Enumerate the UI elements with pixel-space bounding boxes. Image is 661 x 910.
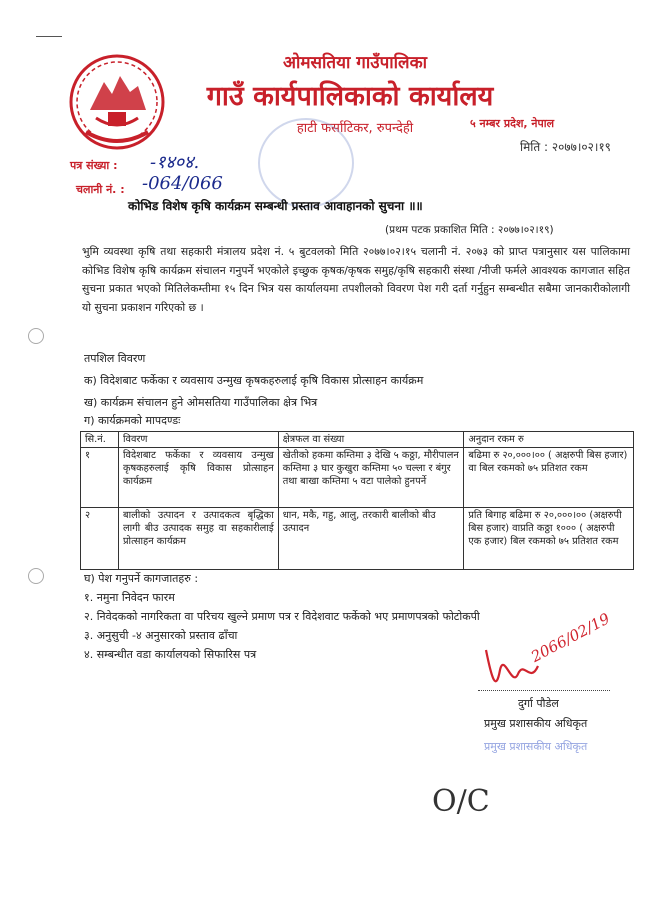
punch-hole: [28, 328, 44, 344]
punch-hole: [28, 568, 44, 584]
publication-date: (प्रथम पटक प्रकाशित मिति : २०७७।०२।१९): [385, 224, 554, 236]
nepal-emblem-icon: [68, 52, 166, 152]
signature-date: 2066/02/19: [528, 609, 613, 666]
signature-line: [478, 690, 610, 691]
table-header: अनुदान रकम रु: [464, 432, 634, 448]
documents-heading: घ) पेश गनुपर्ने कागजातहरु :: [84, 572, 199, 585]
table-cell: बढिमा रु २०,०००।०० ( अक्षरुपी बिस हजार) वा बिल रकमको ७५ प्रतिशत रकम: [464, 448, 634, 508]
table-cell: बालीको उत्पादन र उत्पादकत्व बृद्धिका लागी बीउ उत्पादक समुह वा सहकारीलाई प्रोत्साहन कार्यक्रम: [118, 508, 278, 570]
table-cell: खेतीको हकमा कम्तिमा ३ देखि ५ कठ्ठा, मौरीपालन कम्तिमा ३ घार कुखुरा कम्तिमा ५० चल्ला र बंगुर तथा बाखा कम्तिमा ५ वटा पालेको हुनपर्ने: [278, 448, 464, 508]
patra-sankhya-label: पत्र संख्या :: [70, 159, 118, 172]
page-mark: [36, 36, 62, 37]
table-cell: २: [81, 508, 119, 570]
criteria-table: [80, 431, 634, 570]
handwritten-note: O/C: [432, 784, 490, 819]
documents-item: ४. सम्बन्धीत वडा कार्यालयको सिफारिस पत्र: [84, 648, 257, 661]
signatory-stamp: प्रमुख प्रशासकीय अधिकृत: [484, 740, 588, 753]
documents-item: २. निवेदकको नागरिकता वा परिचय खुल्ने प्रमाण पत्र र विदेशवाट फर्केको भए प्रमाणपत्रको फोटोकपी: [84, 610, 480, 623]
notice-body: भुमि व्यवस्था कृषि तथा सहकारी मंत्रालय प्रदेश नं. ५ बुटवलको मिति २०७७।०२।१५ चलानी नं. २०७३ को प्राप्त पत्रानुसार यस पालिकामा कोभिड विशेष कृषि कार्यक्रम संचालन गनुपर्ने भएकोले इच्छुक कृषक/कृषक समुह/कृषि सहकारी संस्था /नीजी फर्मले आवश्यक कागजात सहित सुचना प्रकात भएको मितिलेकम्तीमा १५ दिन भित्र यस कार्यालयमा तपशीलको विवरण पेश गरी दर्ता गर्नुहुन सम्बन्धीत सबैमा जानकारीकोलागी यो सुचना प्रकाशन गरिएको छ ।: [82, 245, 630, 314]
table-cell: प्रति बिगाह बढिमा रु २०,०००।०० (अक्षरुपी बिस हजार) वाप्रति कठ्ठा १००० ( अक्षरुपी एक हजार) बिल रकमको ७५ प्रतिशत रकम: [464, 508, 634, 570]
table-header: क्षेत्रफल वा संख्या: [278, 432, 464, 448]
table-header: विवरण: [118, 432, 278, 448]
chalani-value: -064/066: [142, 173, 223, 194]
table-cell: १: [81, 448, 119, 508]
table-cell: विदेशबाट फर्केका र व्यवसाय उन्मुख कृषकहरुलाई कृषि विकास प्रोत्साहन कार्यक्रम: [118, 448, 278, 508]
table-row: [81, 508, 634, 570]
chalani-label: चलानी नं. :: [76, 183, 125, 196]
municipality-name: ओमसतिया गाउँपालिका: [282, 53, 428, 73]
documents-item: ३. अनुसुची -४ अनुसारको प्रस्ताव ढाँचा: [84, 629, 238, 642]
table-header: सि.नं.: [81, 432, 119, 448]
signatory-title: प्रमुख प्रशासकीय अधिकृत: [484, 717, 588, 730]
signatory-name: दुर्गा पौडेल: [518, 697, 559, 710]
patra-sankhya-value: -१४०४.: [150, 152, 200, 173]
table-row: [81, 448, 634, 508]
details-item-ga: ग) कार्यक्रमको मापदण्डः: [84, 414, 181, 427]
details-item-ka: क) विदेशबाट फर्केका र व्यवसाय उन्मुख कृषकहरुलाई कृषि विकास प्रोत्साहन कार्यक्रम: [84, 374, 424, 387]
table-cell: धान, मकै, गहु, आलु, तरकारी बालीको बीउ उत्पादन: [278, 508, 464, 570]
table-header-row: [81, 432, 634, 448]
notice-subject: कोभिड विशेष कृषि कार्यक्रम सम्बन्धी प्रस्ताव आवाहानको सुचना ॥॥: [128, 199, 423, 213]
office-stamp: [258, 118, 354, 208]
letter-date: मिति : २०७७।०२।१९: [520, 140, 611, 154]
details-heading: तपशिल विवरण: [84, 352, 146, 365]
province-label: ५ नम्बर प्रदेश, नेपाल: [470, 117, 555, 130]
details-item-kha: ख) कार्यक्रम संचालन हुने ओमसतिया गाउँपालिका क्षेत्र भित्र: [84, 396, 318, 409]
office-name: गाउँ कार्यपालिकाको कार्यालय: [206, 81, 494, 112]
office-address: हाटी फर्साटिकर, रुपन्देही: [296, 121, 414, 136]
documents-item: १. नमुना निवेदन फारम: [84, 591, 175, 604]
